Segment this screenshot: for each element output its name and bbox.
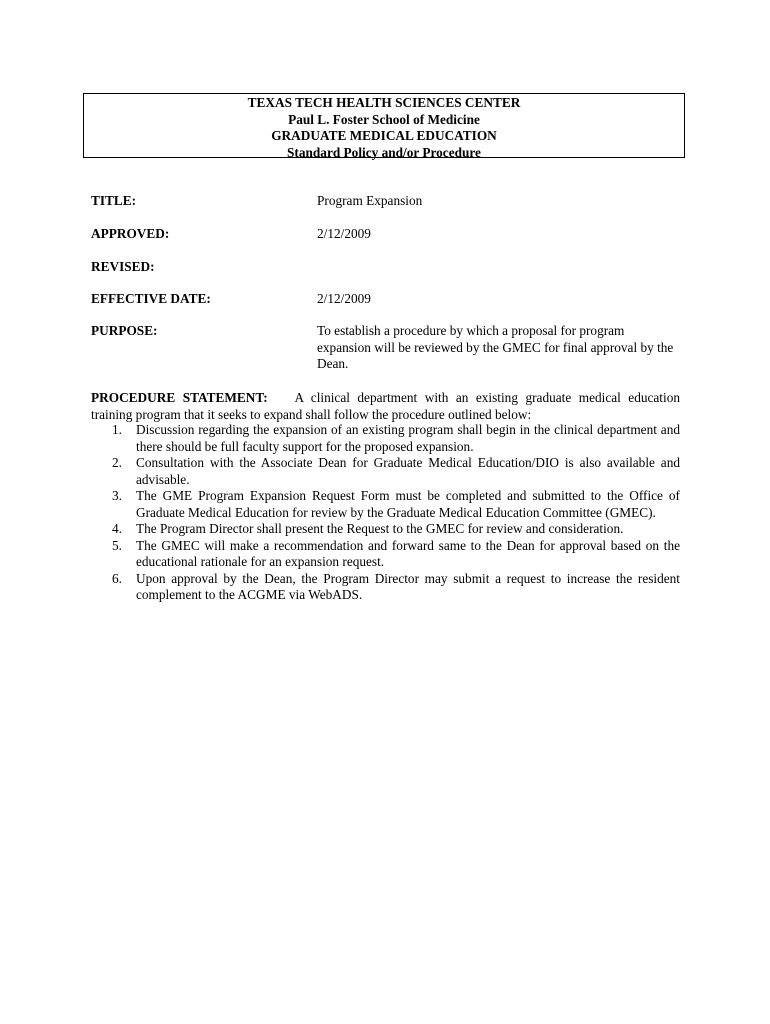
- step-number: 1.: [112, 422, 122, 437]
- procedure-statement: [91, 390, 680, 423]
- purpose-value: To establish a procedure by which a proposal for program expansion will be reviewed by the GMEC for final approval by the Dean.: [317, 323, 674, 371]
- step-text: Consultation with the Associate Dean for Graduate Medical Education/DIO is also available and advisable.: [136, 455, 680, 487]
- step-number: 3.: [112, 488, 122, 503]
- procedure-steps-list: [91, 422, 680, 604]
- procedure-step: [91, 521, 680, 538]
- revised-label: REVISED:: [91, 259, 155, 274]
- step-text: The GMEC will make a recommendation and forward same to the Dean for approval based on the educational rationale for an expansion request.: [136, 537, 680, 569]
- effective-date-label: EFFECTIVE DATE:: [91, 291, 211, 306]
- procedure-step: [91, 455, 680, 488]
- step-number: 6.: [112, 570, 122, 586]
- step-text: Discussion regarding the expansion of an existing program shall begin in the clinical department and there should be full faculty support for the proposed expansion.: [136, 422, 680, 454]
- step-text: The GME Program Expansion Request Form must be completed and submitted to the Office of Graduate Medical Education for review by the Graduate Medical Education Committee (GMEC).: [136, 488, 680, 520]
- step-number: 5.: [112, 537, 122, 553]
- document-type: Standard Policy and/or Procedure: [287, 144, 481, 160]
- procedure-step: [91, 538, 680, 571]
- policy-header-box: [83, 93, 685, 158]
- procedure-step: [91, 571, 680, 604]
- title-value: Program Expansion: [317, 193, 423, 208]
- procedure-statement-label: PROCEDURE STATEMENT:: [91, 390, 268, 405]
- title-label: TITLE:: [91, 193, 137, 208]
- step-number: 2.: [112, 455, 122, 470]
- step-text: Upon approval by the Dean, the Program Director may submit a request to increase the resident complement to the ACGME via WebADS.: [136, 570, 680, 602]
- department-name: GRADUATE MEDICAL EDUCATION: [271, 128, 497, 143]
- procedure-statement-intro: A clinical department with an existing graduate medical education training program that it seeks to expand shall follow the procedure outlined below:: [91, 390, 680, 422]
- step-text: The Program Director shall present the Request to the GMEC for review and consideration.: [136, 521, 624, 536]
- step-number: 4.: [112, 521, 122, 536]
- school-name: Paul L. Foster School of Medicine: [288, 111, 480, 127]
- procedure-step: [91, 488, 680, 521]
- institution-name: TEXAS TECH HEALTH SCIENCES CENTER: [247, 95, 521, 110]
- approved-value: 2/12/2009: [317, 226, 371, 241]
- procedure-step: [91, 422, 680, 455]
- effective-date-value: 2/12/2009: [317, 291, 371, 306]
- approved-label: APPROVED:: [91, 226, 170, 241]
- purpose-label: PURPOSE:: [91, 323, 158, 338]
